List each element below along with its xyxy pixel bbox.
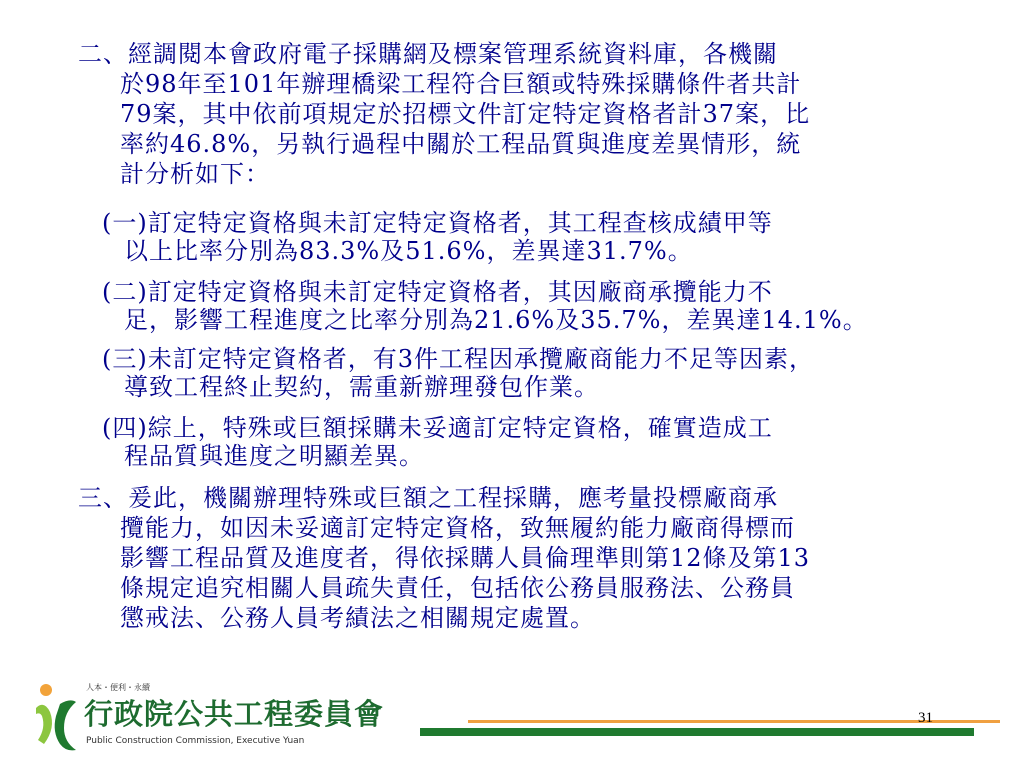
paragraph-3-line-4: 條規定追究相關人員疏失責任，包括依公務員服務法、公務員 — [120, 574, 795, 602]
paragraph-3-line-3: 影響工程品質及進度者，得依採購人員倫理準則第12條及第13 — [120, 544, 811, 572]
paragraph-3-line-5: 懲戒法、公務人員考績法之相關規定處置。 — [120, 604, 595, 632]
page-number: 31 — [918, 710, 933, 726]
item-2-line-2: 足，影響工程進度之比率分別為21.6%及35.7%，差異達14.1%。 — [124, 306, 868, 334]
item-4-line-1: (四)綜上，特殊或巨額採購未妥適訂定特定資格，確實造成工 — [102, 414, 773, 442]
paragraph-2-line-5: 計分析如下： — [120, 160, 270, 188]
pcc-logo-icon — [30, 678, 80, 754]
footer-green-rule — [420, 728, 974, 736]
item-2-line-1: (二)訂定特定資格與未訂定特定資格者，其因廠商承攬能力不 — [102, 278, 773, 306]
item-1-line-2: 以上比率分別為83.3%及51.6%，差異達31.7%。 — [124, 237, 693, 265]
item-3-line-1: (三)未訂定特定資格者，有3件工程因承攬廠商能力不足等因素， — [102, 345, 814, 373]
paragraph-2-line-3: 79案，其中依前項規定於招標文件訂定特定資格者計37案，比 — [120, 100, 811, 128]
org-tagline: 人本・便利・永續 — [86, 683, 150, 692]
item-1-line-1: (一)訂定特定資格與未訂定特定資格者，其工程查核成績甲等 — [102, 209, 773, 237]
paragraph-2-line-2: 於98年至101年辦理橋梁工程符合巨額或特殊採購條件者共計 — [120, 70, 802, 98]
item-3-line-2: 導致工程終止契約，需重新辦理發包作業。 — [124, 373, 599, 401]
paragraph-3-line-2: 攬能力，如因未妥適訂定特定資格，致無履約能力廠商得標而 — [120, 514, 795, 542]
paragraph-3-line-1: 三、爰此，機關辦理特殊或巨額之工程採購，應考量投標廠商承 — [78, 484, 778, 512]
org-name: 行政院公共工程委員會 — [84, 697, 385, 731]
paragraph-2-line-1: 二、經調閱本會政府電子採購網及標案管理系統資料庫，各機關 — [78, 40, 778, 68]
item-4-line-2: 程品質與進度之明顯差異。 — [124, 442, 424, 470]
paragraph-2-line-4: 率約46.8%，另執行過程中關於工程品質與進度差異情形，統 — [120, 130, 802, 158]
org-name-english: Public Construction Commission, Executive Yuan — [86, 736, 305, 746]
slide-footer — [0, 670, 1024, 768]
